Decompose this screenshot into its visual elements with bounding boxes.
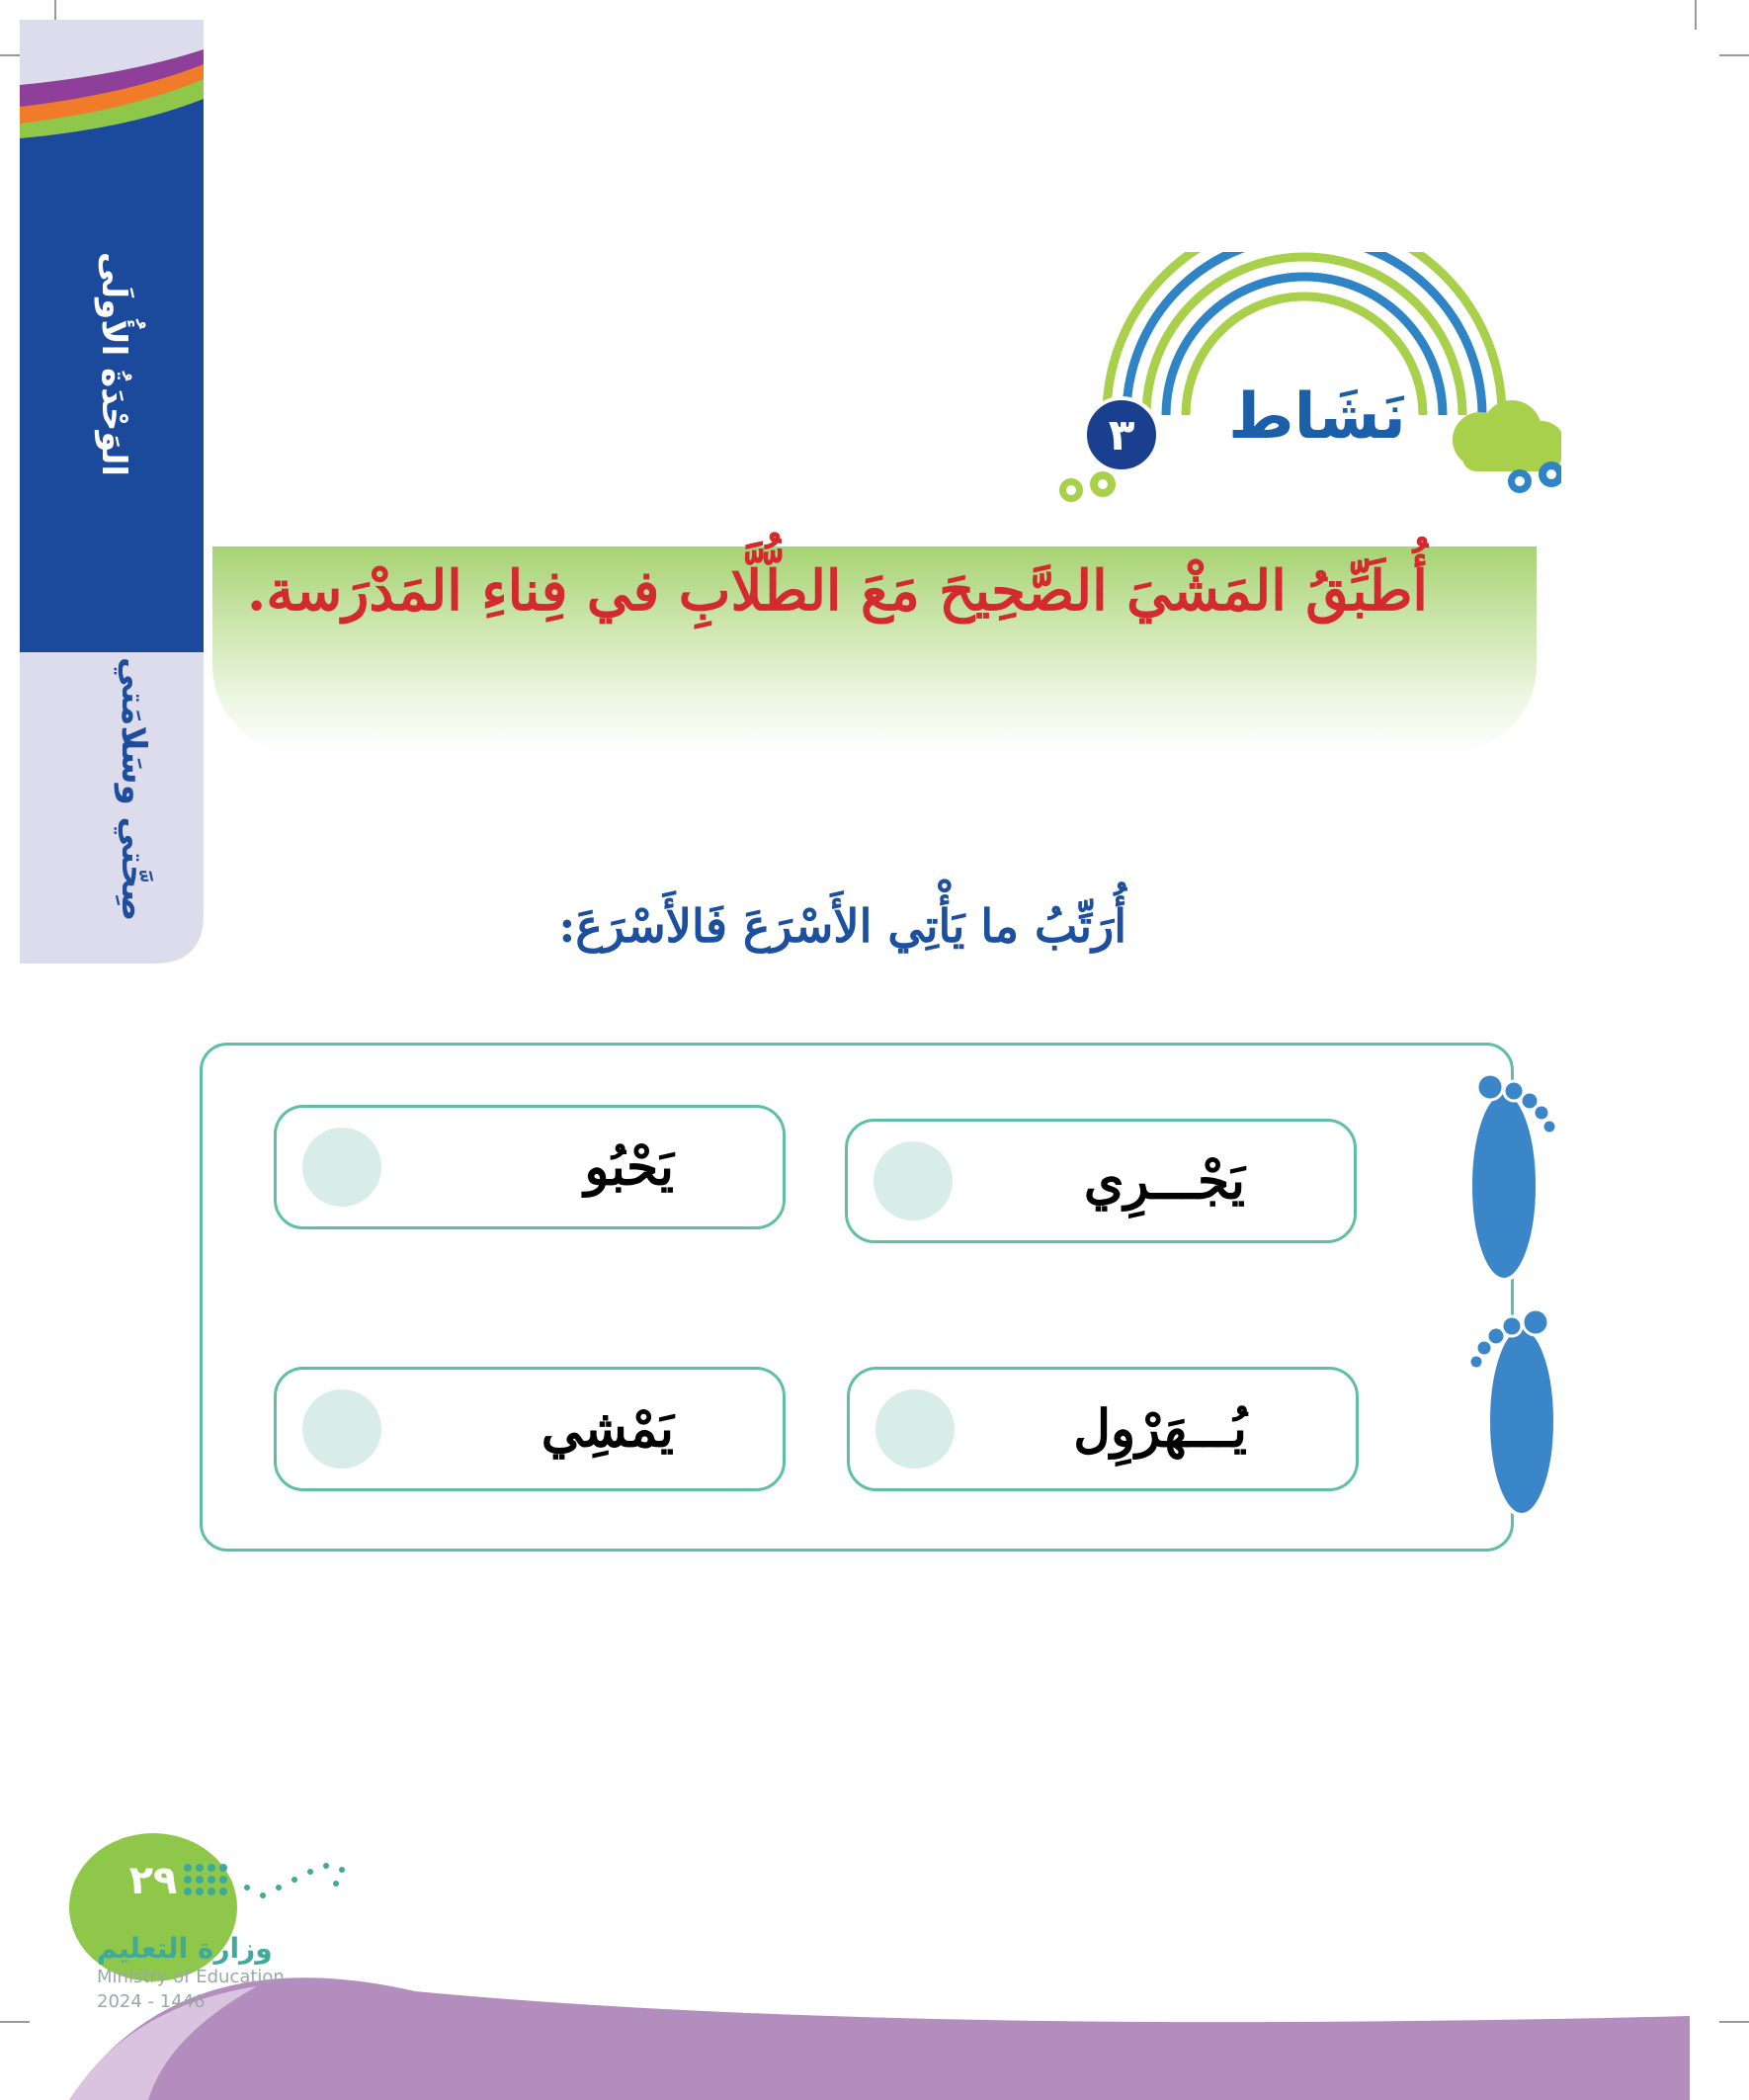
option-label: يَحْبُو — [584, 1136, 674, 1198]
answer-circle[interactable] — [875, 1389, 955, 1469]
answer-circle[interactable] — [302, 1128, 381, 1207]
side-tab-shape — [20, 20, 204, 964]
footer-wave — [0, 1897, 1749, 2100]
option-card[interactable] — [274, 1105, 786, 1229]
activity-number-badge: ٣ — [1083, 396, 1160, 473]
cloud-icon — [1453, 400, 1561, 471]
unit-side-tab — [20, 20, 204, 964]
option-label: يُـــهَرْوِل — [1073, 1398, 1247, 1460]
ministry-name-english: Ministry of Education — [97, 1967, 285, 1987]
ministry-year: 2024 - 1446 — [97, 1991, 206, 2012]
answer-circle[interactable] — [874, 1141, 953, 1220]
footprint-icon — [1462, 1067, 1571, 1295]
option-label: يَجْـــرِي — [1083, 1150, 1245, 1212]
footprint-icon — [1462, 1302, 1571, 1530]
crop-mark — [1719, 54, 1749, 56]
ministry-name-arabic: وزارة التعليم — [97, 1932, 273, 1965]
unit-label: الوَحْدَةُ الأُولَى — [94, 252, 133, 477]
page-number: ٢٩ — [128, 1858, 178, 1903]
option-card[interactable] — [845, 1119, 1357, 1243]
activity-title: نَشَاط — [1228, 380, 1406, 454]
option-card[interactable] — [847, 1367, 1359, 1491]
crop-mark — [1695, 0, 1697, 30]
option-label: يَمْشِي — [541, 1398, 674, 1460]
option-card[interactable] — [274, 1367, 786, 1491]
unit-subtitle: صِحَّتي وسَلامَتي — [114, 657, 153, 922]
answer-circle[interactable] — [302, 1389, 381, 1469]
question-text: أُرَتِّبُ ما يَأْتِي الأَسْرَعَ فَالأَسْرَعَ: — [558, 899, 1126, 953]
instruction-text: أُطَبِّقُ المَشْيَ الصَّحِيحَ مَعَ الطُّلَّابِ في فِناءِ المَدْرَسة. — [246, 558, 1428, 624]
ministry-logo-icon — [178, 1858, 351, 1917]
